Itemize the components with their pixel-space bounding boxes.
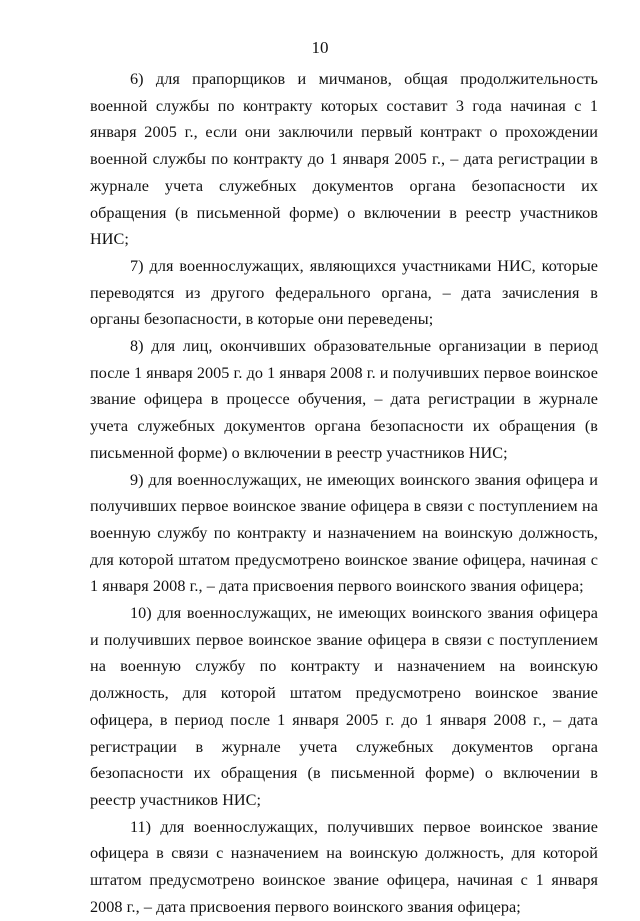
list-item-7: 7) для военнослужащих, являющихся участниками НИС, которые переводятся из другого федерального органа, – дата зачисления в органы безопасности, в которые они переведены; [90,256,598,329]
list-item-10: 10) для военнослужащих, не имеющих воинского звания офицера и получивших первое воинское звание офицера в связи с поступлением на военную службу по контракту и назначением на воинскую должность, для которой штатом предусмотрено воинское звание офицера, в период после 1 января 2005 г. до 1 января 2008 г., – дата регистрации в журнале учета служебных документов органа безопасности их обращения (в письменной форме) о включении в реестр участников НИС; [90,604,598,809]
list-item-6: 6) для прапорщиков и мичманов, общая продолжительность военной службы по контракту которых составит 3 года начиная с 1 января 2005 г., если они заключили первый контракт о прохождении военной службы по контракту до 1 января 2005 г., – дата регистрации в журнале учета служебных документов органа безопасности их обращения (в письменной форме) о включении в реестр участников НИС; [90,70,598,249]
document-body [90,66,598,921]
list-item-11: 11) для военнослужащих, получивших первое воинское звание офицера в связи с назначением на воинскую должность, для которой штатом предусмотрено воинское звание офицера, начиная с 1 января 2008 г., – дата присвоения первого воинского звания офицера; [90,817,598,916]
list-item-8: 8) для лиц, окончивших образовательные организации в период после 1 января 2005 г. до 1 января 2008 г. и получивших первое воинское звание офицера в процессе обучения, – дата регистрации в журнале учета служебных документов органа безопасности их обращения (в письменной форме) о включении в реестр участников НИС; [90,337,598,462]
list-item-9: 9) для военнослужащих, не имеющих воинского звания офицера и получивших первое воинское звание офицера в связи с поступлением на военную службу по контракту и назначением на воинскую должность, для которой штатом предусмотрено воинское звание офицера, начиная с 1 января 2008 г., – дата присвоения первого воинского звания офицера; [90,470,598,596]
page-number: 10 [311,38,329,57]
